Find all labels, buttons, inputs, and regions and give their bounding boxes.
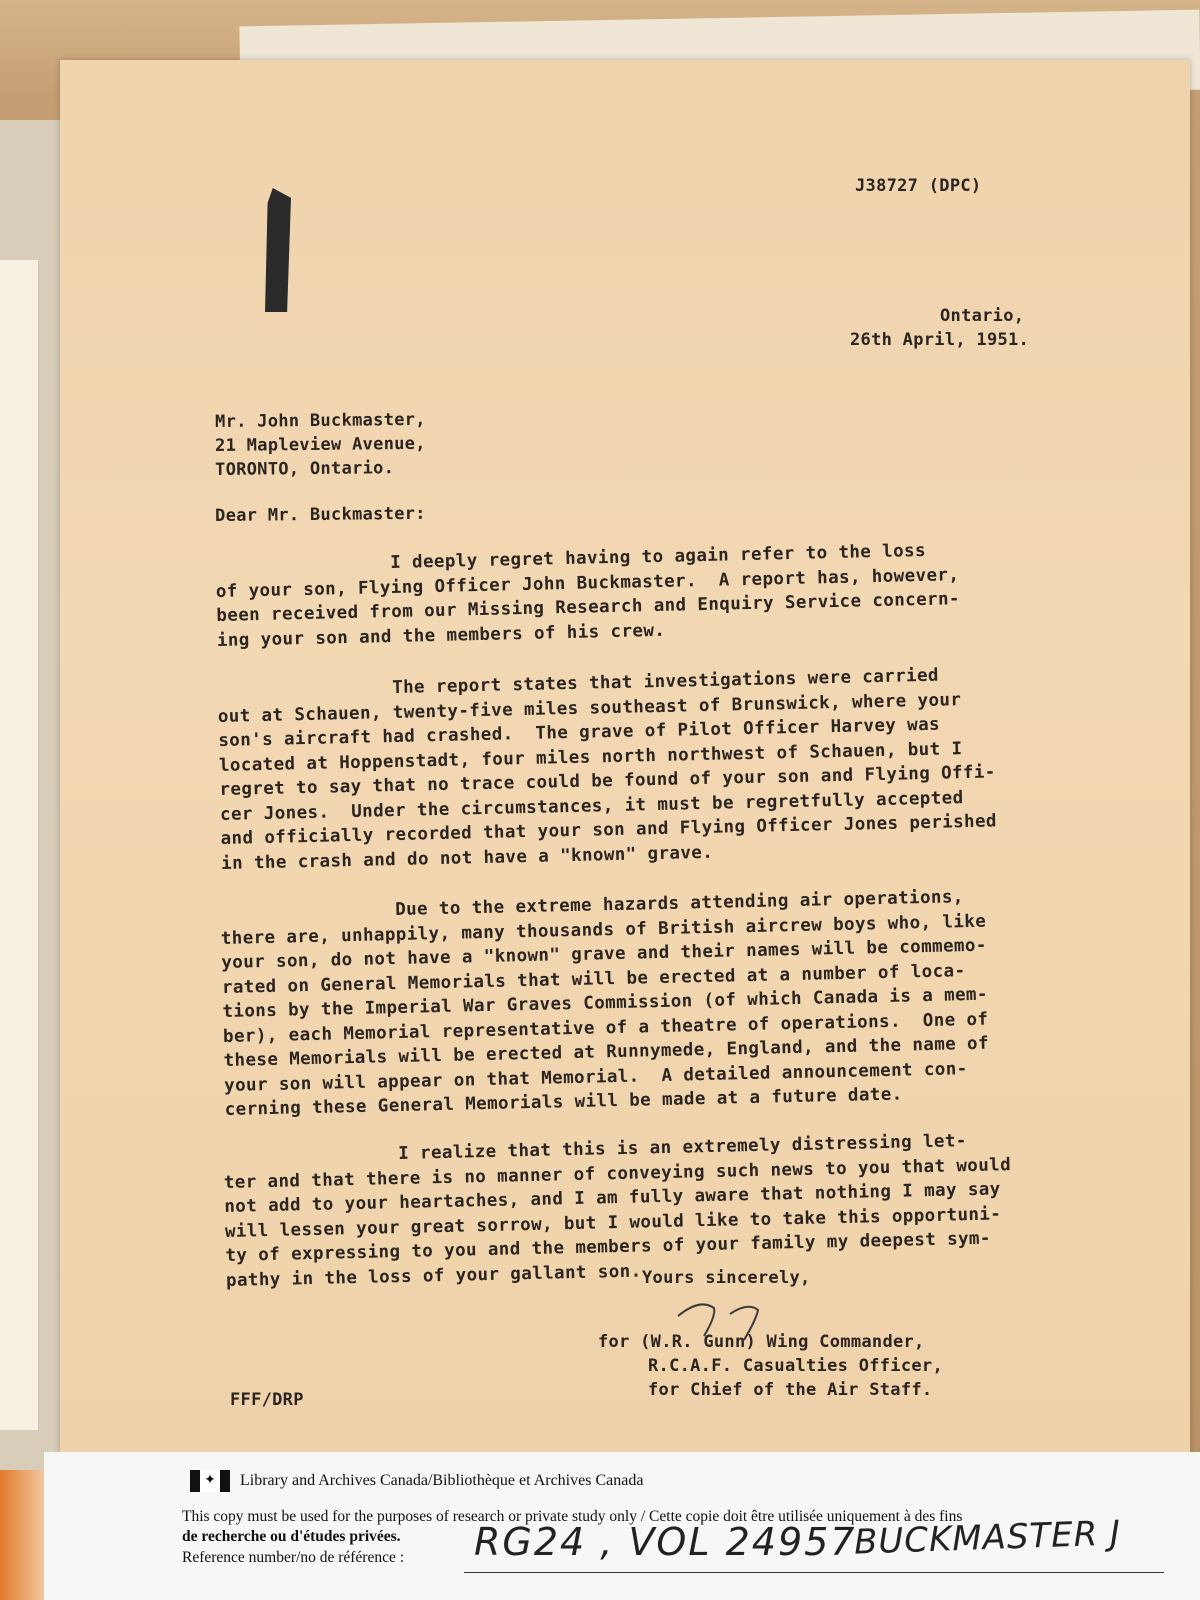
white-sheet-edge (0, 260, 39, 1430)
salutation: Dear Mr. Buckmaster: (215, 503, 426, 526)
canada-flag-icon: ✦ (190, 1470, 230, 1492)
reference-name-handwritten: BUCKMASTER J (853, 1513, 1122, 1563)
letter-page (60, 60, 1190, 1480)
reference-underline (464, 1572, 1164, 1573)
usage-notice-line-1: This copy must be used for the purposes of research or private study only / Cette copie doit être utilisée uniquement à des fins (182, 1508, 963, 1525)
paragraph-3: Due to the extreme hazards attending air operations, there are, unhappily, many thousands of British aircrew boys who, like your son, do not have a "known" grave and their names will be commemo- rated on General Memorials that will be erected at a number of loca- tions by the Imperial War Graves Commission (of which Canada is a mem- ber), each Memorial representative of a theatre of operations. One of these Memorials will be erected at Runnymede, England, and the name of your son will appear on that Memorial. A detailed announcement con- cerning these General Memorials will be made at a future date. (220, 887, 990, 1120)
place-line: Ontario, (940, 306, 1025, 326)
reference-label: Reference number/no de référence : (182, 1549, 405, 1566)
paragraph-2: The report states that investigations were carried out at Schauen, twenty-five miles southeast of Brunswick, where your son's aircraft had crashed. The grave of Pilot Officer Harvey was located at Hoppenstadt, four miles north northwest of Schauen, but I regret to say that no trace could be found of your son and Flying Offi- cer Jones. Under the circumstances, it must be regretfully accepted and officially recorded that your son and Flying Officer Jones perished in the crash and do not have a "known" grave. (217, 665, 998, 874)
file-number: J38727 (DPC) (855, 176, 982, 196)
typist-initials: FFF/DRP (230, 1390, 304, 1410)
folder-tab (0, 1470, 44, 1600)
signature-line-3: for Chief of the Air Staff. (648, 1380, 933, 1400)
paragraph-1: I deeply regret having to again refer to the loss of your son, Flying Officer John Buckmaster. A report has, however, been received from our Missing Research and Enquiry Service concern- ing your son and the members of his crew. (215, 540, 961, 651)
archive-title: Library and Archives Canada/Bibliothèque et Archives Canada (240, 1472, 644, 1489)
signature-line-1: for (W.R. Gunn) Wing Commander, (598, 1332, 925, 1352)
letter-date: 26th April, 1951. (850, 330, 1030, 350)
paper-fastener-icon (265, 188, 291, 312)
paragraph-4: I realize that this is an extremely distressing let- ter and that there is no manner of conveying such news to you that would not add to your heartaches, and I am fully aware that nothing I may say will lessen your great sorrow, but I would like to take this opportuni- ty of expressing to you and the members of your family my deepest sym- pathy in the loss of your gallant son. (223, 1131, 1012, 1291)
signature-line-2: R.C.A.F. Casualties Officer, (648, 1356, 943, 1376)
address-line-3: TORONTO, Ontario. (215, 458, 395, 480)
usage-notice-line-2: de recherche ou d'études privées. (182, 1528, 401, 1545)
address-line-2: 21 Mapleview Avenue, (215, 433, 426, 456)
closing: Yours sincerely, (642, 1268, 811, 1288)
archive-stamp (44, 1452, 1200, 1600)
address-line-1: Mr. John Buckmaster, (215, 409, 426, 432)
reference-number-handwritten: RG24 , VOL 24957 (474, 1520, 857, 1564)
